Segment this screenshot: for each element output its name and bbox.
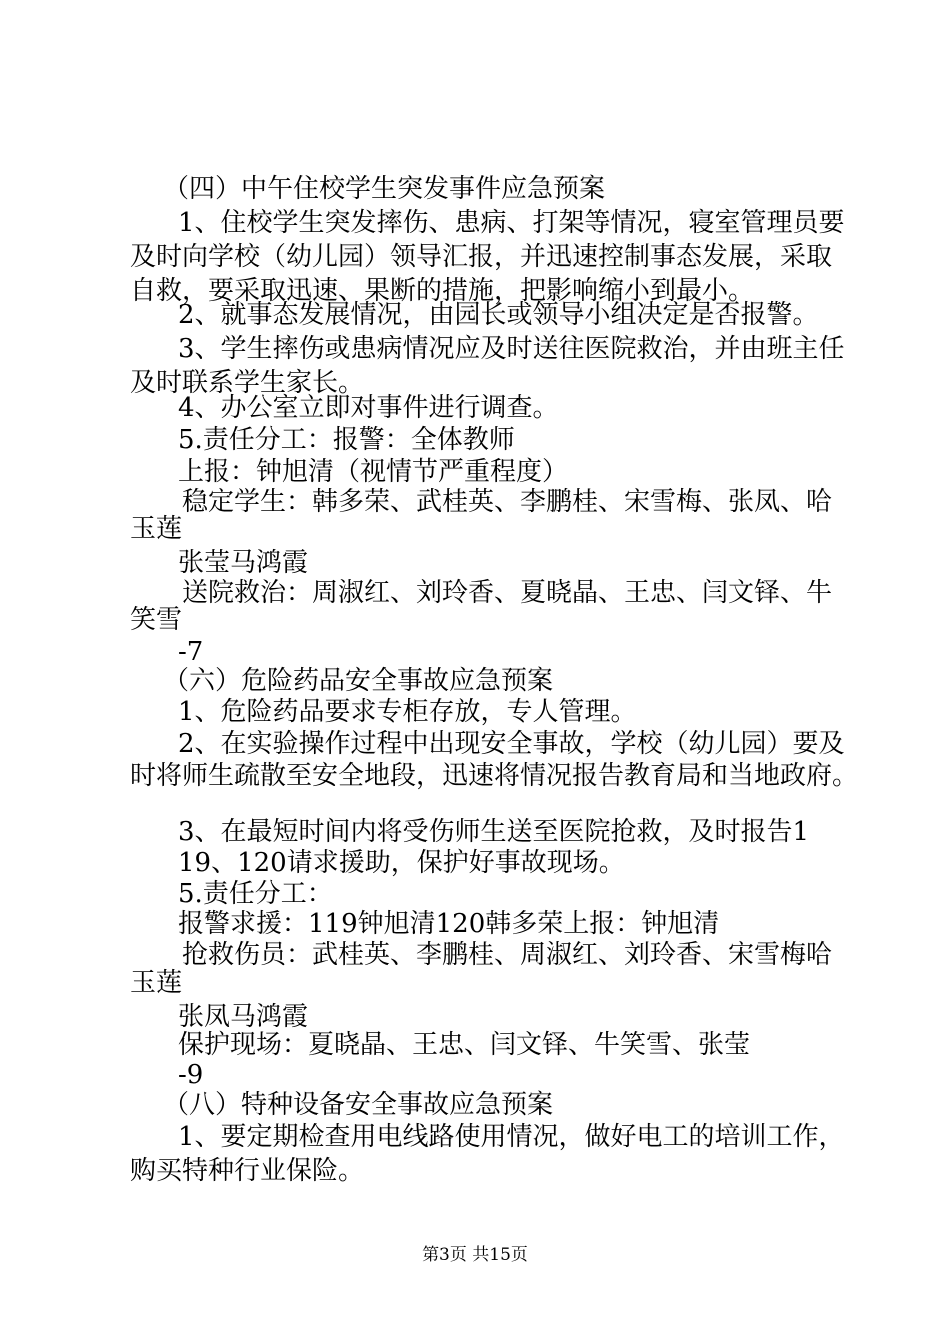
page-marker: -7 xyxy=(178,637,204,667)
paragraph-line: 时将师生疏散至安全地段，迅速将情况报告教育局和当地政府。 xyxy=(130,761,859,791)
paragraph-line: 及时联系学生家长。 xyxy=(130,368,365,398)
paragraph-line: 4、办公室立即对事件进行调查。 xyxy=(178,393,559,423)
paragraph-line: 及时向学校（幼儿园）领导汇报，并迅速控制事态发展，采取 xyxy=(130,242,833,272)
paragraph-line: 张凤马鸿霞 xyxy=(178,1002,309,1032)
paragraph-line: 抢救伤员：武桂英、李鹏桂、周淑红、刘玲香、宋雪梅哈 xyxy=(182,940,833,970)
paragraph-line: 保护现场：夏晓晶、王忠、闫文铎、牛笑雪、张莹 xyxy=(178,1030,751,1060)
paragraph-line: 1、要定期检查用电线路使用情况，做好电工的培训工作， xyxy=(178,1122,845,1152)
page-marker: -9 xyxy=(178,1060,204,1090)
paragraph-line: 稳定学生：韩多荣、武桂英、李鹏桂、宋雪梅、张凤、哈 xyxy=(182,487,833,517)
paragraph-line: 1、住校学生突发摔伤、患病、打架等情况，寝室管理员要 xyxy=(178,208,845,238)
paragraph-line: 1、危险药品要求专柜存放，专人管理。 xyxy=(178,697,637,727)
paragraph-line: 5.责任分工： xyxy=(178,879,333,909)
paragraph-line: 张莹马鸿霞 xyxy=(178,548,309,578)
section-heading-4: （四）中午住校学生突发事件应急预案 xyxy=(163,174,606,204)
paragraph-line: 3、在最短时间内将受伤师生送至医院抢救，及时报告1 xyxy=(178,817,810,847)
page-footer: 第3页 共15页 xyxy=(422,1245,528,1265)
paragraph-line: 19、120请求援助，保护好事故现场。 xyxy=(178,848,625,878)
paragraph-line: 5.责任分工：报警：全体教师 xyxy=(178,425,515,455)
section-heading-6: （六）危险药品安全事故应急预案 xyxy=(163,666,554,696)
section-heading-8: （八）特种设备安全事故应急预案 xyxy=(163,1090,554,1120)
paragraph-line: 自救，要采取迅速、果断的措施，把影响缩小到最小。 xyxy=(130,276,755,306)
paragraph-line: 3、学生摔伤或患病情况应及时送往医院救治，并由班主任 xyxy=(178,334,845,364)
paragraph-line: 玉莲 xyxy=(130,968,183,998)
paragraph-line: 2、在实验操作过程中出现安全事故，学校（幼儿园）要及 xyxy=(178,729,845,759)
paragraph-line: 报警求援：119钟旭清120韩多荣上报：钟旭清 xyxy=(178,909,720,939)
paragraph-line: 购买特种行业保险。 xyxy=(130,1156,365,1186)
paragraph-line: 2、就事态发展情况，由园长或领导小组决定是否报警。 xyxy=(178,300,819,330)
paragraph-line: 上报：钟旭清（视情节严重程度） xyxy=(178,457,569,487)
paragraph-line: 送院救治：周淑红、刘玲香、夏晓晶、王忠、闫文铎、牛 xyxy=(182,578,833,608)
paragraph-line: 玉莲 xyxy=(130,514,183,544)
paragraph-line: 笑雪 xyxy=(130,605,183,635)
